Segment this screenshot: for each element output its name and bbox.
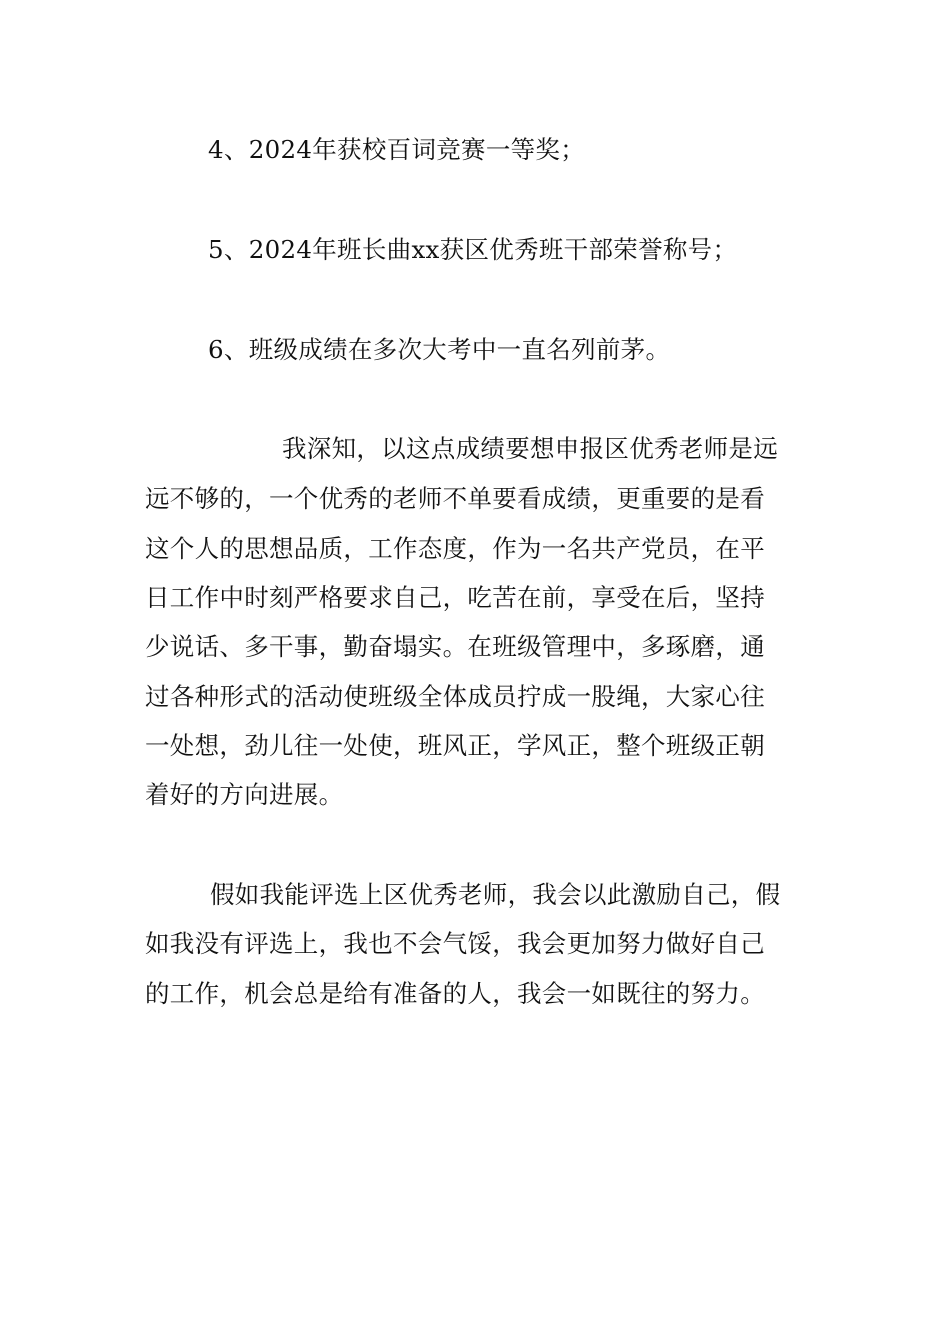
paragraph-line: 一处想，劲儿往一处使，班风正，学风正，整个班级正朝 xyxy=(145,731,765,760)
paragraph-line: 这个人的思想品质，工作态度，作为一名共产党员，在平 xyxy=(145,534,765,563)
paragraph-line: 如我没有评选上，我也不会气馁，我会更加努力做好自己 xyxy=(145,929,765,958)
paragraph-line: 的工作，机会总是给有准备的人，我会一如既往的努力。 xyxy=(145,979,765,1008)
paragraph-line: 日工作中时刻严格要求自己，吃苦在前，享受在后，坚持 xyxy=(145,583,765,612)
paragraph-line: 我深知，以这点成绩要想申报区优秀老师是远 xyxy=(282,434,778,463)
list-item: 5、2024年班长曲xx获区优秀班干部荣誉称号； xyxy=(208,235,738,264)
list-item: 6、班级成绩在多次大考中一直名列前茅。 xyxy=(208,335,671,364)
paragraph-line: 远不够的，一个优秀的老师不单要看成绩，更重要的是看 xyxy=(145,484,765,513)
paragraph-line: 少说话、多干事，勤奋塌实。在班级管理中，多琢磨，通 xyxy=(145,632,765,661)
paragraph-line: 过各种形式的活动使班级全体成员拧成一股绳，大家心往 xyxy=(145,682,765,711)
list-item: 4、2024年获校百词竞赛一等奖； xyxy=(208,135,586,164)
paragraph-line: 假如我能评选上区优秀老师，我会以此激励自己，假 xyxy=(210,880,781,909)
paragraph-line: 着好的方向进展。 xyxy=(145,780,344,809)
